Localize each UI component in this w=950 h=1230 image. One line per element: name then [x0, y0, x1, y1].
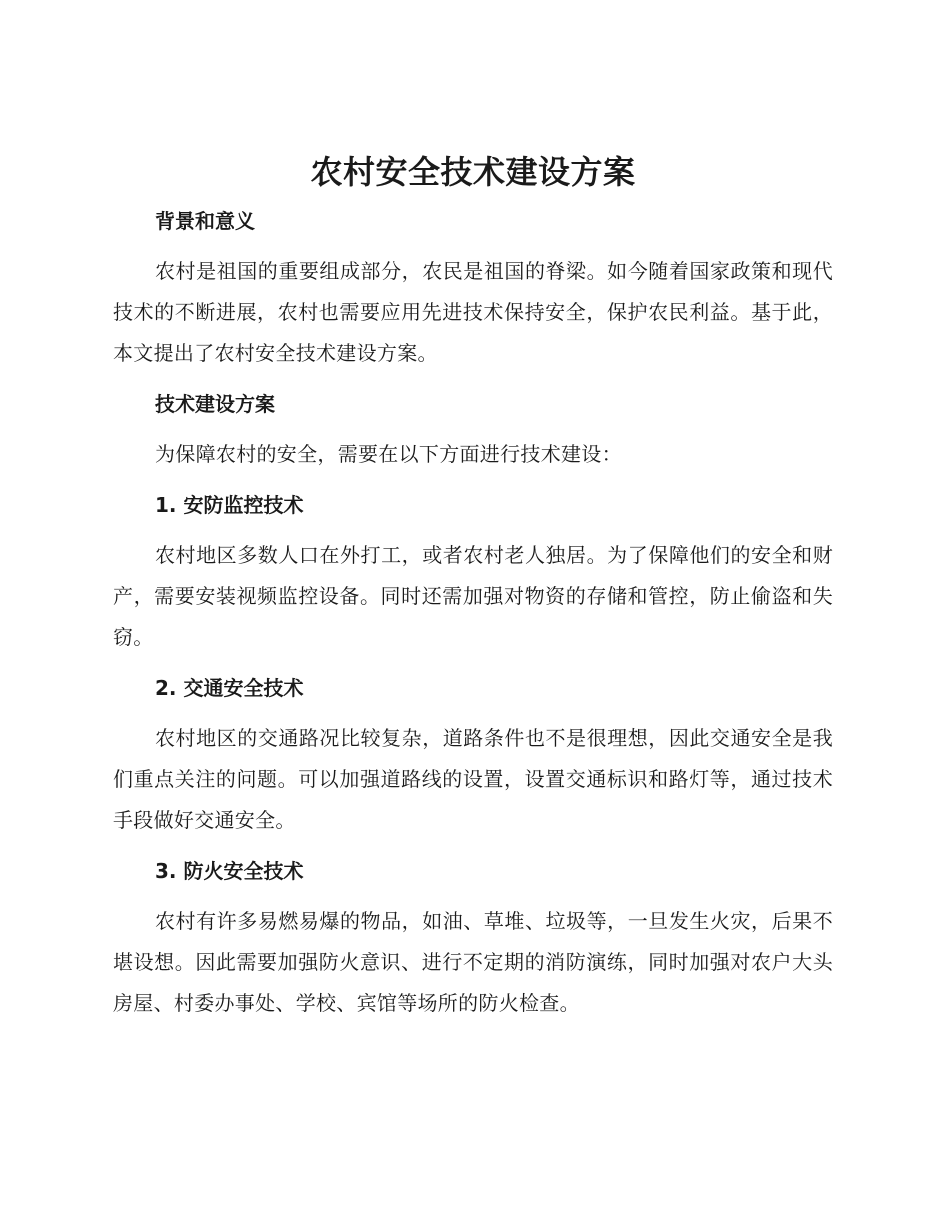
section-heading-background: 背景和意义 [155, 209, 255, 233]
section-heading-security-monitoring: 1. 安防监控技术 [155, 493, 304, 517]
section-paragraph-background: 农村是祖国的重要组成部分，农民是祖国的脊梁。如今随着国家政策和现代技术的不断进展，农村也需要应用先进技术保持安全，保护农民利益。基于此，本文提出了农村安全技术建设方案。 [113, 259, 833, 365]
section-heading-traffic-safety: 2. 交通安全技术 [155, 676, 304, 700]
section-paragraph-fire-safety: 农村有许多易燃易爆的物品，如油、草堆、垃圾等，一旦发生火灾，后果不堪设想。因此需要加强防火意识、进行不定期的消防演练，同时加强对农户大头房屋、村委办事处、学校、宾馆等场所的防火检查。 [113, 909, 833, 1015]
section-paragraph-plan: 为保障农村的安全，需要在以下方面进行技术建设： [155, 442, 622, 466]
document-title: 农村安全技术建设方案 [310, 153, 636, 191]
section-heading-plan: 技术建设方案 [155, 392, 275, 416]
section-paragraph-security-monitoring: 农村地区多数人口在外打工，或者农村老人独居。为了保障他们的安全和财产，需要安装视频监控设备。同时还需加强对物资的存储和管控，防止偷盗和失窃。 [113, 543, 833, 649]
section-heading-fire-safety: 3. 防火安全技术 [155, 859, 304, 883]
section-paragraph-traffic-safety: 农村地区的交通路况比较复杂，道路条件也不是很理想，因此交通安全是我们重点关注的问题。可以加强道路线的设置，设置交通标识和路灯等，通过技术手段做好交通安全。 [113, 726, 833, 832]
document-body [113, 150, 833, 1024]
